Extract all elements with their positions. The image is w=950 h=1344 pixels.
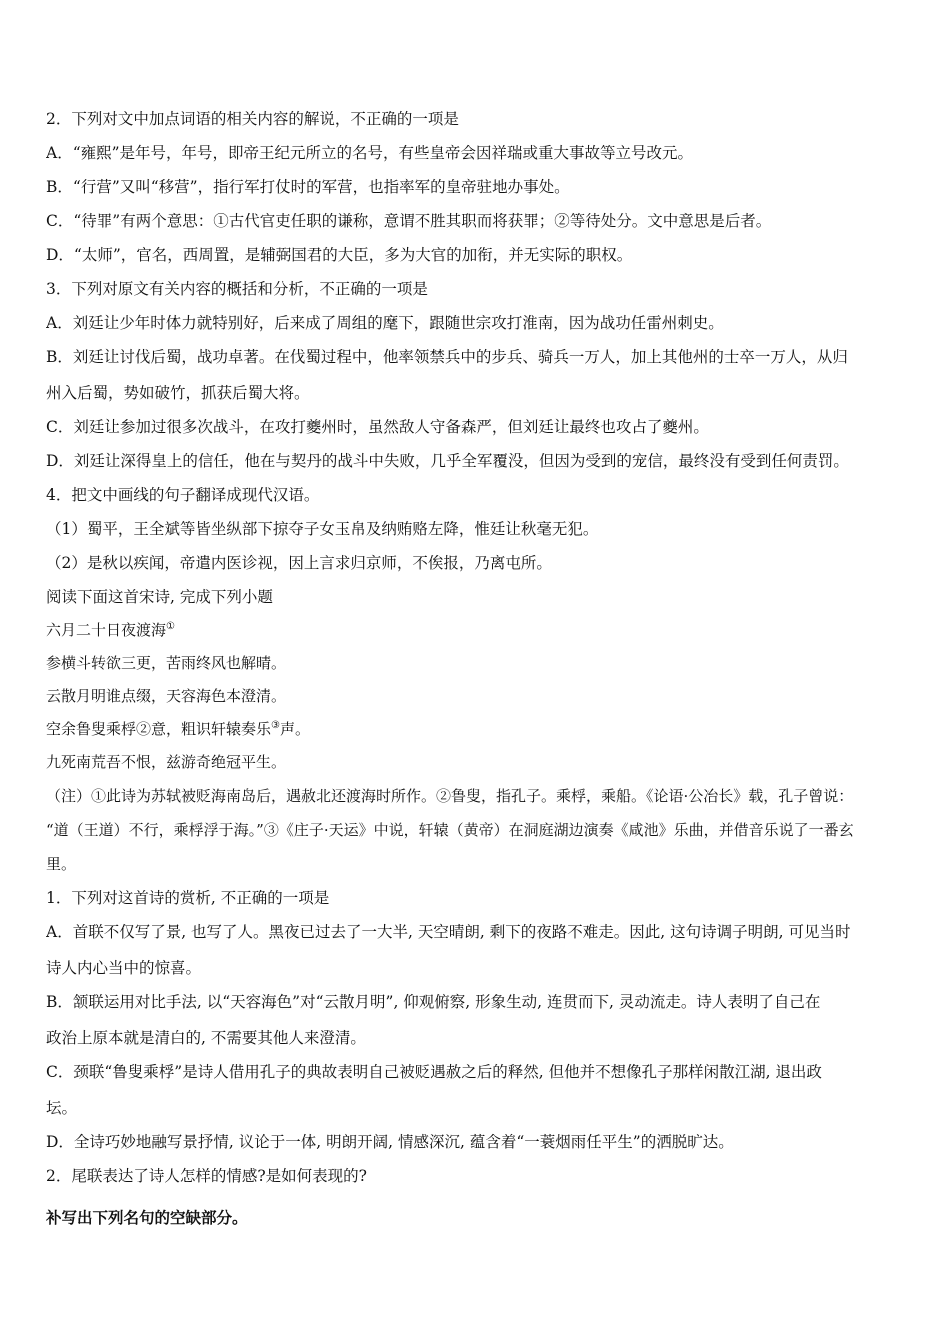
- poem-question-1-option-b-line1: B．颔联运用对比手法, 以“天容海色”对“云散月明”, 仰观俯察, 形象生动, 连贯而下, 灵动流走。诗人表明了自己在: [46, 993, 821, 1011]
- poem-note-line3: 里。: [46, 855, 77, 873]
- section-heading: 补写出下列名句的空缺部分。: [46, 1208, 248, 1227]
- question-2-option-b: B．“行营”又叫“移营”，指行军打仗时的军营，也指率军的皇帝驻地办事处。: [46, 178, 570, 196]
- poem-line-1: 参横斗转欲三更，苦雨终风也解晴。: [46, 654, 287, 672]
- question-4-sentence-2: （2）是秋以疾闻，帝遣内医诊视，因上言求归京师，不俟报，乃离屯所。: [46, 554, 552, 572]
- question-3-option-b-line1: B．刘廷让讨伐后蜀，战功卓著。在伐蜀过程中，他率领禁兵中的步兵、骑兵一万人，加上其他州的士卒一万人，从归: [46, 348, 848, 366]
- footnote-marker: ①: [166, 621, 175, 632]
- question-3-stem: 3．下列对原文有关内容的概括和分析，不正确的一项是: [46, 280, 428, 298]
- poem-line-3: 空余鲁叟乘桴②意，粗识轩辕奏乐③声。: [46, 720, 311, 738]
- poem-note-line1: （注）①此诗为苏轼被贬海南岛后，遇赦北还渡海时所作。②鲁叟，指孔子。乘桴，乘船。《论语·公冶长》载，孔子曾说：: [46, 787, 854, 805]
- poem-intro: 阅读下面这首宋诗, 完成下列小题: [46, 588, 273, 606]
- poem-question-1-stem: 1．下列对这首诗的赏析, 不正确的一项是: [46, 889, 330, 907]
- poem-question-2-stem: 2．尾联表达了诗人怎样的情感?是如何表现的?: [46, 1167, 367, 1185]
- question-3-option-b-line2: 州入后蜀，势如破竹，抓获后蜀大将。: [46, 384, 310, 402]
- document-body: [46, 102, 908, 1235]
- question-3-option-d: D．刘廷让深得皇上的信任，他在与契丹的战斗中失败，几乎全军覆没，但因为受到的宠信，最终没有受到任何责罚。: [46, 452, 849, 470]
- poem-question-1-option-d: D．全诗巧妙地融写景抒情, 议论于一体, 明朗开阔, 情感深沉, 蕴含着“一蓑烟雨任平生”的洒脱旷达。: [46, 1133, 734, 1151]
- poem-question-1-option-c-line2: 坛。: [46, 1099, 78, 1117]
- question-2-option-d: D．“太师”，官名，西周置，是辅弼国君的大臣，多为大官的加衔，并无实际的职权。: [46, 246, 633, 264]
- poem-question-1-option-b-line2: 政治上原本就是清白的, 不需要其他人来澄清。: [46, 1029, 366, 1047]
- poem-note-line2: “道（王道）不行，乘桴浮于海。”③《庄子·天运》中说，轩辕（黄帝）在洞庭湖边演奏《咸池》乐曲，并借音乐说了一番玄: [46, 821, 854, 839]
- poem-line-4: 九死南荒吾不恨，兹游奇绝冠平生。: [46, 753, 287, 771]
- poem-question-1-option-c-line1: C．颈联“鲁叟乘桴”是诗人借用孔子的典故表明自己被贬遇赦之后的释然, 但他并不想像孔子那样闲散江湖, 退出政: [46, 1063, 822, 1081]
- poem-title: [46, 614, 908, 647]
- question-2-stem: 2．下列对文中加点词语的相关内容的解说，不正确的一项是: [46, 110, 459, 128]
- question-3-option-a: A．刘廷让少年时体力就特别好，后来成了周组的麾下，跟随世宗攻打淮南，因为战功任雷州刺史。: [46, 314, 724, 332]
- question-2-option-a: A．“雍熙”是年号，年号，即帝王纪元所立的名号，有些皇帝会因祥瑞或重大事故等立号改元。: [46, 144, 694, 162]
- question-4-stem: 4．把文中画线的句子翻译成现代汉语。: [46, 486, 320, 504]
- question-4-sentence-1: （1）蜀平，王全斌等皆坐纵部下掠夺子女玉帛及纳贿赂左降，惟廷让秋毫无犯。: [46, 520, 599, 538]
- question-3-option-c: C．刘廷让参加过很多次战斗，在攻打夔州时，虽然敌人守备森严，但刘廷让最终也攻占了夔州。: [46, 418, 709, 436]
- footnote-marker: ③: [271, 720, 281, 731]
- poem-line-2: 云散月明谁点缀，天容海色本澄清。: [46, 687, 287, 705]
- poem-title-text: 六月二十日夜渡海: [46, 621, 167, 639]
- footnote-marker: ②: [136, 720, 152, 738]
- question-2-option-c: C．“待罪”有两个意思：①古代官吏任职的谦称，意谓不胜其职而将获罪；②等待处分。文中意思是后者。: [46, 212, 772, 230]
- poem-question-1-option-a-line1: A．首联不仅写了景, 也写了人。黑夜已过去了一大半, 天空晴朗, 剩下的夜路不难走。因此, 这句诗调子明朗, 可见当时: [46, 923, 851, 941]
- poem-question-1-option-a-line2: 诗人内心当中的惊喜。: [46, 959, 202, 977]
